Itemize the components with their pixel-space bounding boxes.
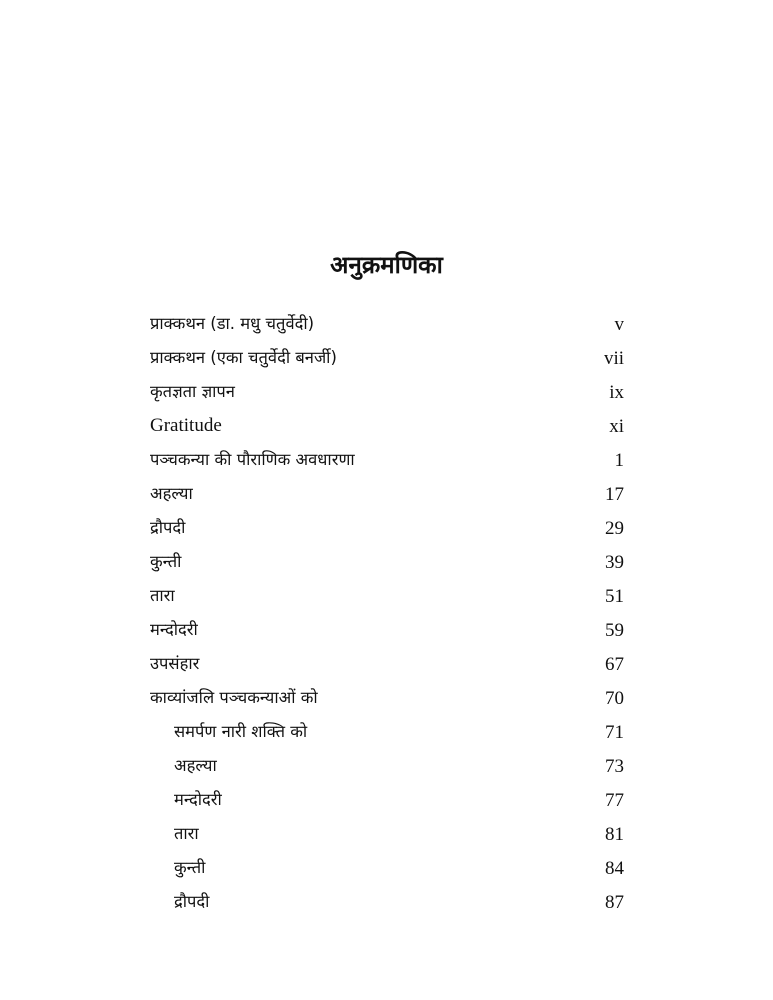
toc-subentry-page: 81 xyxy=(605,824,624,845)
toc-subentry xyxy=(150,886,624,920)
toc-entry-title: कुन्ती xyxy=(150,552,182,571)
toc-entry xyxy=(150,478,624,512)
toc-entry-title: काव्यांजलि पञ्चकन्याओं को xyxy=(150,688,318,707)
toc-entry-page: 51 xyxy=(605,586,624,607)
toc-subentry-page: 84 xyxy=(605,858,624,879)
toc-subentry xyxy=(150,750,624,784)
toc-subentry-page: 77 xyxy=(605,790,624,811)
toc-entry xyxy=(150,342,624,376)
toc-subentry-title: अहल्या xyxy=(174,756,217,775)
toc-entry-page: ix xyxy=(609,382,624,403)
toc-subentry-page: 71 xyxy=(605,722,624,743)
toc-entry-page: 59 xyxy=(605,620,624,641)
page-title: अनुक्रमणिका xyxy=(330,251,443,279)
toc-entry-page: 70 xyxy=(605,688,624,709)
toc-entry-page: 1 xyxy=(614,450,624,471)
toc-entry-page: 39 xyxy=(605,552,624,573)
toc-entry xyxy=(150,546,624,580)
toc-entry xyxy=(150,444,624,478)
toc-entry-title: मन्दोदरी xyxy=(150,620,198,639)
toc-entry-page: vii xyxy=(603,348,624,369)
toc-subentry-title: द्रौपदी xyxy=(174,892,210,911)
toc-subentry xyxy=(150,818,624,852)
toc-entry-page: v xyxy=(614,314,624,335)
toc-entry xyxy=(150,648,624,682)
toc-entry xyxy=(150,682,624,716)
toc-subentry-title: समर्पण नारी शक्ति को xyxy=(174,722,308,741)
toc-entry-page: 67 xyxy=(605,654,624,675)
toc-entry-title: पञ्चकन्या की पौराणिक अवधारणा xyxy=(150,450,355,469)
toc-subentry-title: तारा xyxy=(174,824,199,843)
toc-entry-page: 29 xyxy=(605,518,624,539)
toc-entry-page: 17 xyxy=(605,484,624,505)
toc-entry-title: प्राक्कथन (एका चतुर्वेदी बनर्जी) xyxy=(150,348,337,367)
toc-entry xyxy=(150,410,624,444)
toc-entry-title: तारा xyxy=(150,586,175,605)
toc-subentry xyxy=(150,784,624,818)
toc-subentry xyxy=(150,852,624,886)
toc-entry-title: द्रौपदी xyxy=(150,518,186,537)
toc-entry xyxy=(150,614,624,648)
toc-entry-title: Gratitude xyxy=(150,415,222,436)
toc-entry-title: प्राक्कथन (डा. मधु चतुर्वेदी) xyxy=(150,314,315,333)
toc-subentry-page: 73 xyxy=(605,756,624,777)
toc-entry-title: अहल्या xyxy=(150,484,193,503)
toc-entry-title: उपसंहार xyxy=(150,654,200,673)
toc-subentry-title: कुन्ती xyxy=(174,858,206,877)
toc-entry xyxy=(150,580,624,614)
toc-subentry-page: 87 xyxy=(605,892,624,913)
toc-entry-title: कृतज्ञता ज्ञापन xyxy=(150,382,235,401)
toc-entry-page: xi xyxy=(609,416,624,437)
toc-subentry xyxy=(150,716,624,750)
toc-subentry-title: मन्दोदरी xyxy=(174,790,222,809)
toc-entry xyxy=(150,512,624,546)
toc-entry xyxy=(150,376,624,410)
toc-entry xyxy=(150,308,624,342)
table-of-contents xyxy=(150,308,624,920)
